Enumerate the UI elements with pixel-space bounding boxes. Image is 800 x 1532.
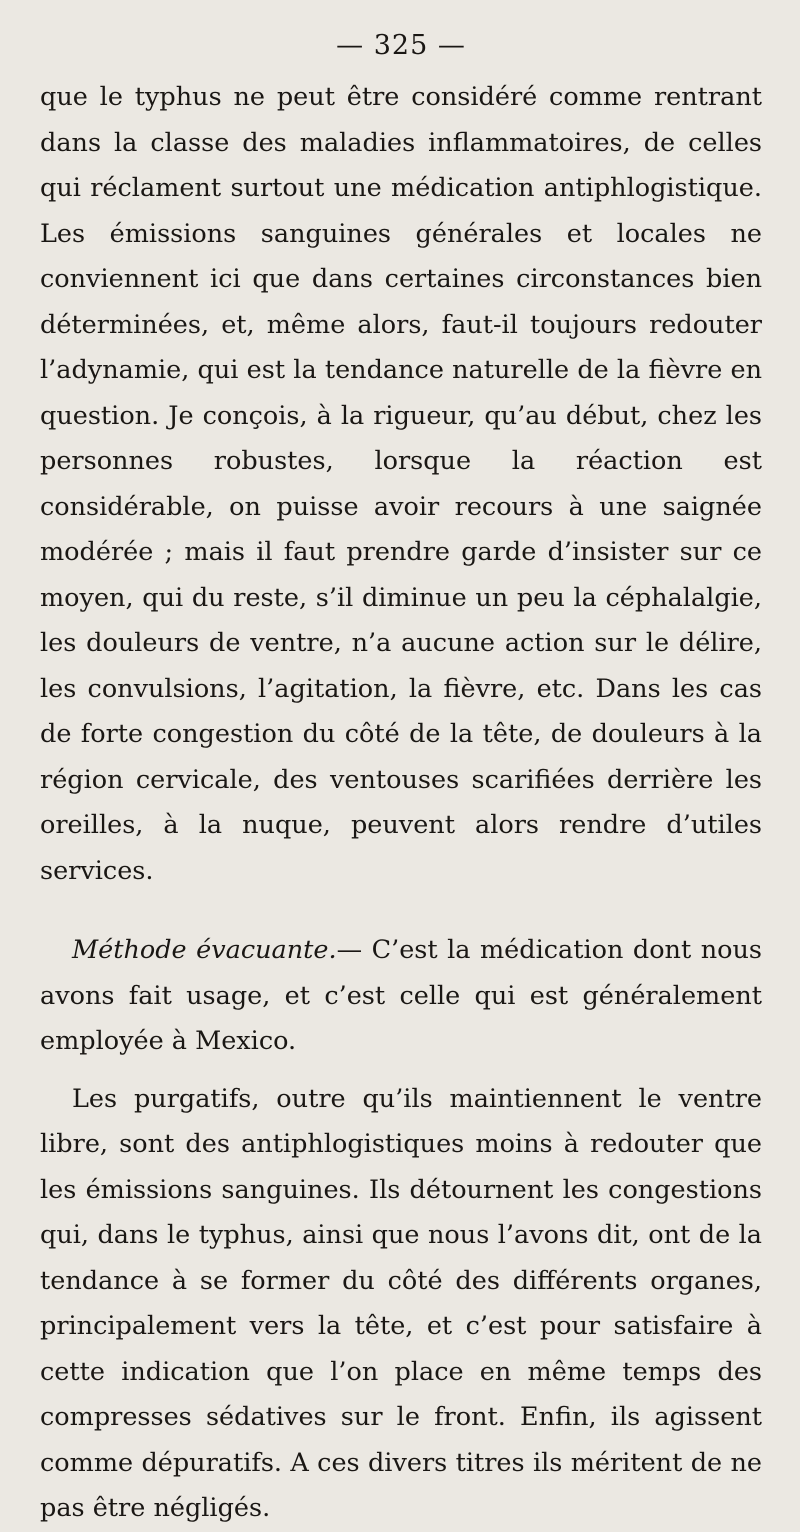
paragraph-2-body: — C’est la médication dont nous avons fait usage, et c’est celle qui est généralement employée à Mexico. <box>40 935 762 1056</box>
paragraph-2 <box>40 928 762 1065</box>
paragraph-spacer <box>40 894 762 928</box>
page-number: — 325 — <box>336 30 466 61</box>
paragraph-1: que le typhus ne peut être considéré comme rentrant dans la classe des maladies inflammatoires, de celles qui réclament surtout une médication antiphlogistique. Les émissions sanguines générales et locales ne conviennent ici que dans certaines circonstances bien déterminées, et, même alors, faut-il toujours redouter l’adynamie, qui est la tendance naturelle de la fièvre en question. Je conçois, à la rigueur, qu’au début, chez les personnes robustes, lorsque la réaction est considérable, on puisse avoir recours à une saignée modérée ; mais il faut prendre garde d’insister sur ce moyen, qui du reste, s’il diminue un peu la céphalalgie, les douleurs de ventre, n’a aucune action sur le délire, les convulsions, l’agitation, la fièvre, etc. Dans les cas de forte congestion du côté de la tête, de douleurs à la région cervicale, des ventouses scarifiées derrière les oreilles, à la nuque, peuvent alors rendre d’utiles services. <box>40 82 762 886</box>
paragraph-spacer <box>40 1065 762 1077</box>
section-heading: Méthode évacuante. <box>72 935 337 965</box>
paragraph-3: Les purgatifs, outre qu’ils maintiennent le ventre libre, sont des antiphlogistiques moins à redouter que les émissions sanguines. Ils détournent les congestions qui, dans le typhus, ainsi que nous l’avons dit, ont de la tendance à se former du côté des différents organes, principalement vers la tête, et c’est pour satisfaire à cette indication que l’on place en même temps des compresses sédatives sur le front. Enfin, ils agissent comme dépuratifs. A ces divers titres ils méritent de ne pas être négligés. <box>40 1083 762 1523</box>
